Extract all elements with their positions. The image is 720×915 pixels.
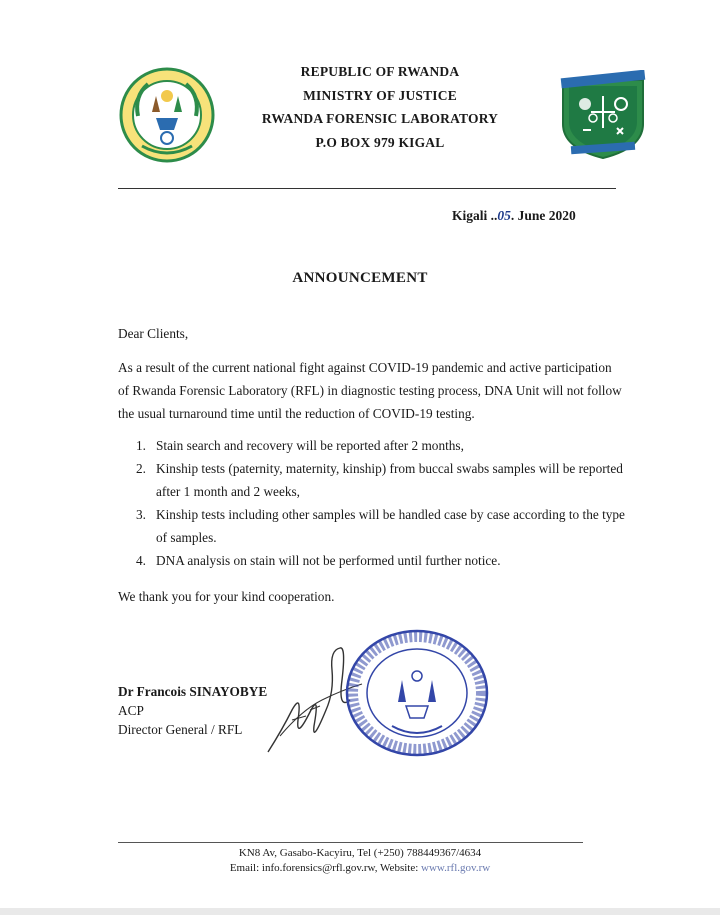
header-ministry: MINISTRY OF JUSTICE [303, 87, 457, 103]
list-item [136, 457, 626, 503]
footer-contact [0, 846, 720, 876]
date-prefix: Kigali .. [452, 208, 498, 223]
list-number: 1. [136, 438, 146, 453]
list-number: 2. [136, 461, 146, 476]
document-date [452, 208, 576, 224]
body-line: the usual turnaround time until the reduction of COVID-19 testing. [118, 406, 475, 421]
footer-address: KN8 Av, Gasabo-Kacyiru, Tel (+250) 788449367/4634 [238, 847, 482, 859]
greeting: Dear Clients, [118, 326, 189, 341]
signatory-position: Director General / RFL [118, 722, 243, 737]
signature-block [118, 682, 267, 739]
header-divider [118, 188, 616, 189]
signatory-rank: ACP [118, 703, 144, 718]
body-paragraph [118, 356, 623, 425]
closing-line: We thank you for your kind cooperation. [118, 589, 335, 604]
footer-email: Email: info.forensics@rfl.gov.rw, Website: [229, 862, 422, 874]
footer-divider [118, 842, 583, 843]
date-day-handwritten: 05 [497, 208, 511, 223]
list-item [136, 434, 626, 457]
footer-email-line [0, 861, 720, 876]
document-title: ANNOUNCEMENT [292, 270, 428, 286]
header-country: REPUBLIC OF RWANDA [300, 64, 460, 79]
notice-list [136, 434, 626, 572]
official-stamp-icon [344, 628, 490, 758]
date-suffix: . June 2020 [510, 208, 576, 223]
body-line: of Rwanda Forensic Laboratory (RFL) in diagnostic testing process, DNA Unit will not follow [118, 383, 622, 398]
signatory-name: Dr Francois SINAYOBYE [118, 684, 268, 699]
list-number: 4. [136, 553, 146, 568]
header-address: P.O BOX 979 KIGAL [315, 134, 445, 150]
list-item [136, 503, 626, 549]
list-text: DNA analysis on stain will not be performed until further notice. [156, 553, 501, 568]
rfl-shield-logo-icon [557, 70, 649, 160]
list-text: Kinship tests including other samples will be handled case by case according to the type of samples. [156, 507, 625, 545]
list-text: Stain search and recovery will be reported after 2 months, [156, 438, 464, 453]
list-number: 3. [136, 507, 146, 522]
footer-website-link[interactable]: www.rfl.gov.rw [421, 862, 491, 874]
letterhead-block [200, 60, 560, 154]
list-item [136, 549, 626, 572]
header-institution: RWANDA FORENSIC LABORATORY [261, 111, 499, 126]
body-line: As a result of the current national fight against COVID-19 pandemic and active participation [118, 360, 612, 375]
list-text: Kinship tests (paternity, maternity, kinship) from buccal swabs samples will be reported after 1 month and 2 weeks, [156, 461, 623, 499]
page-bottom-edge [0, 908, 720, 915]
